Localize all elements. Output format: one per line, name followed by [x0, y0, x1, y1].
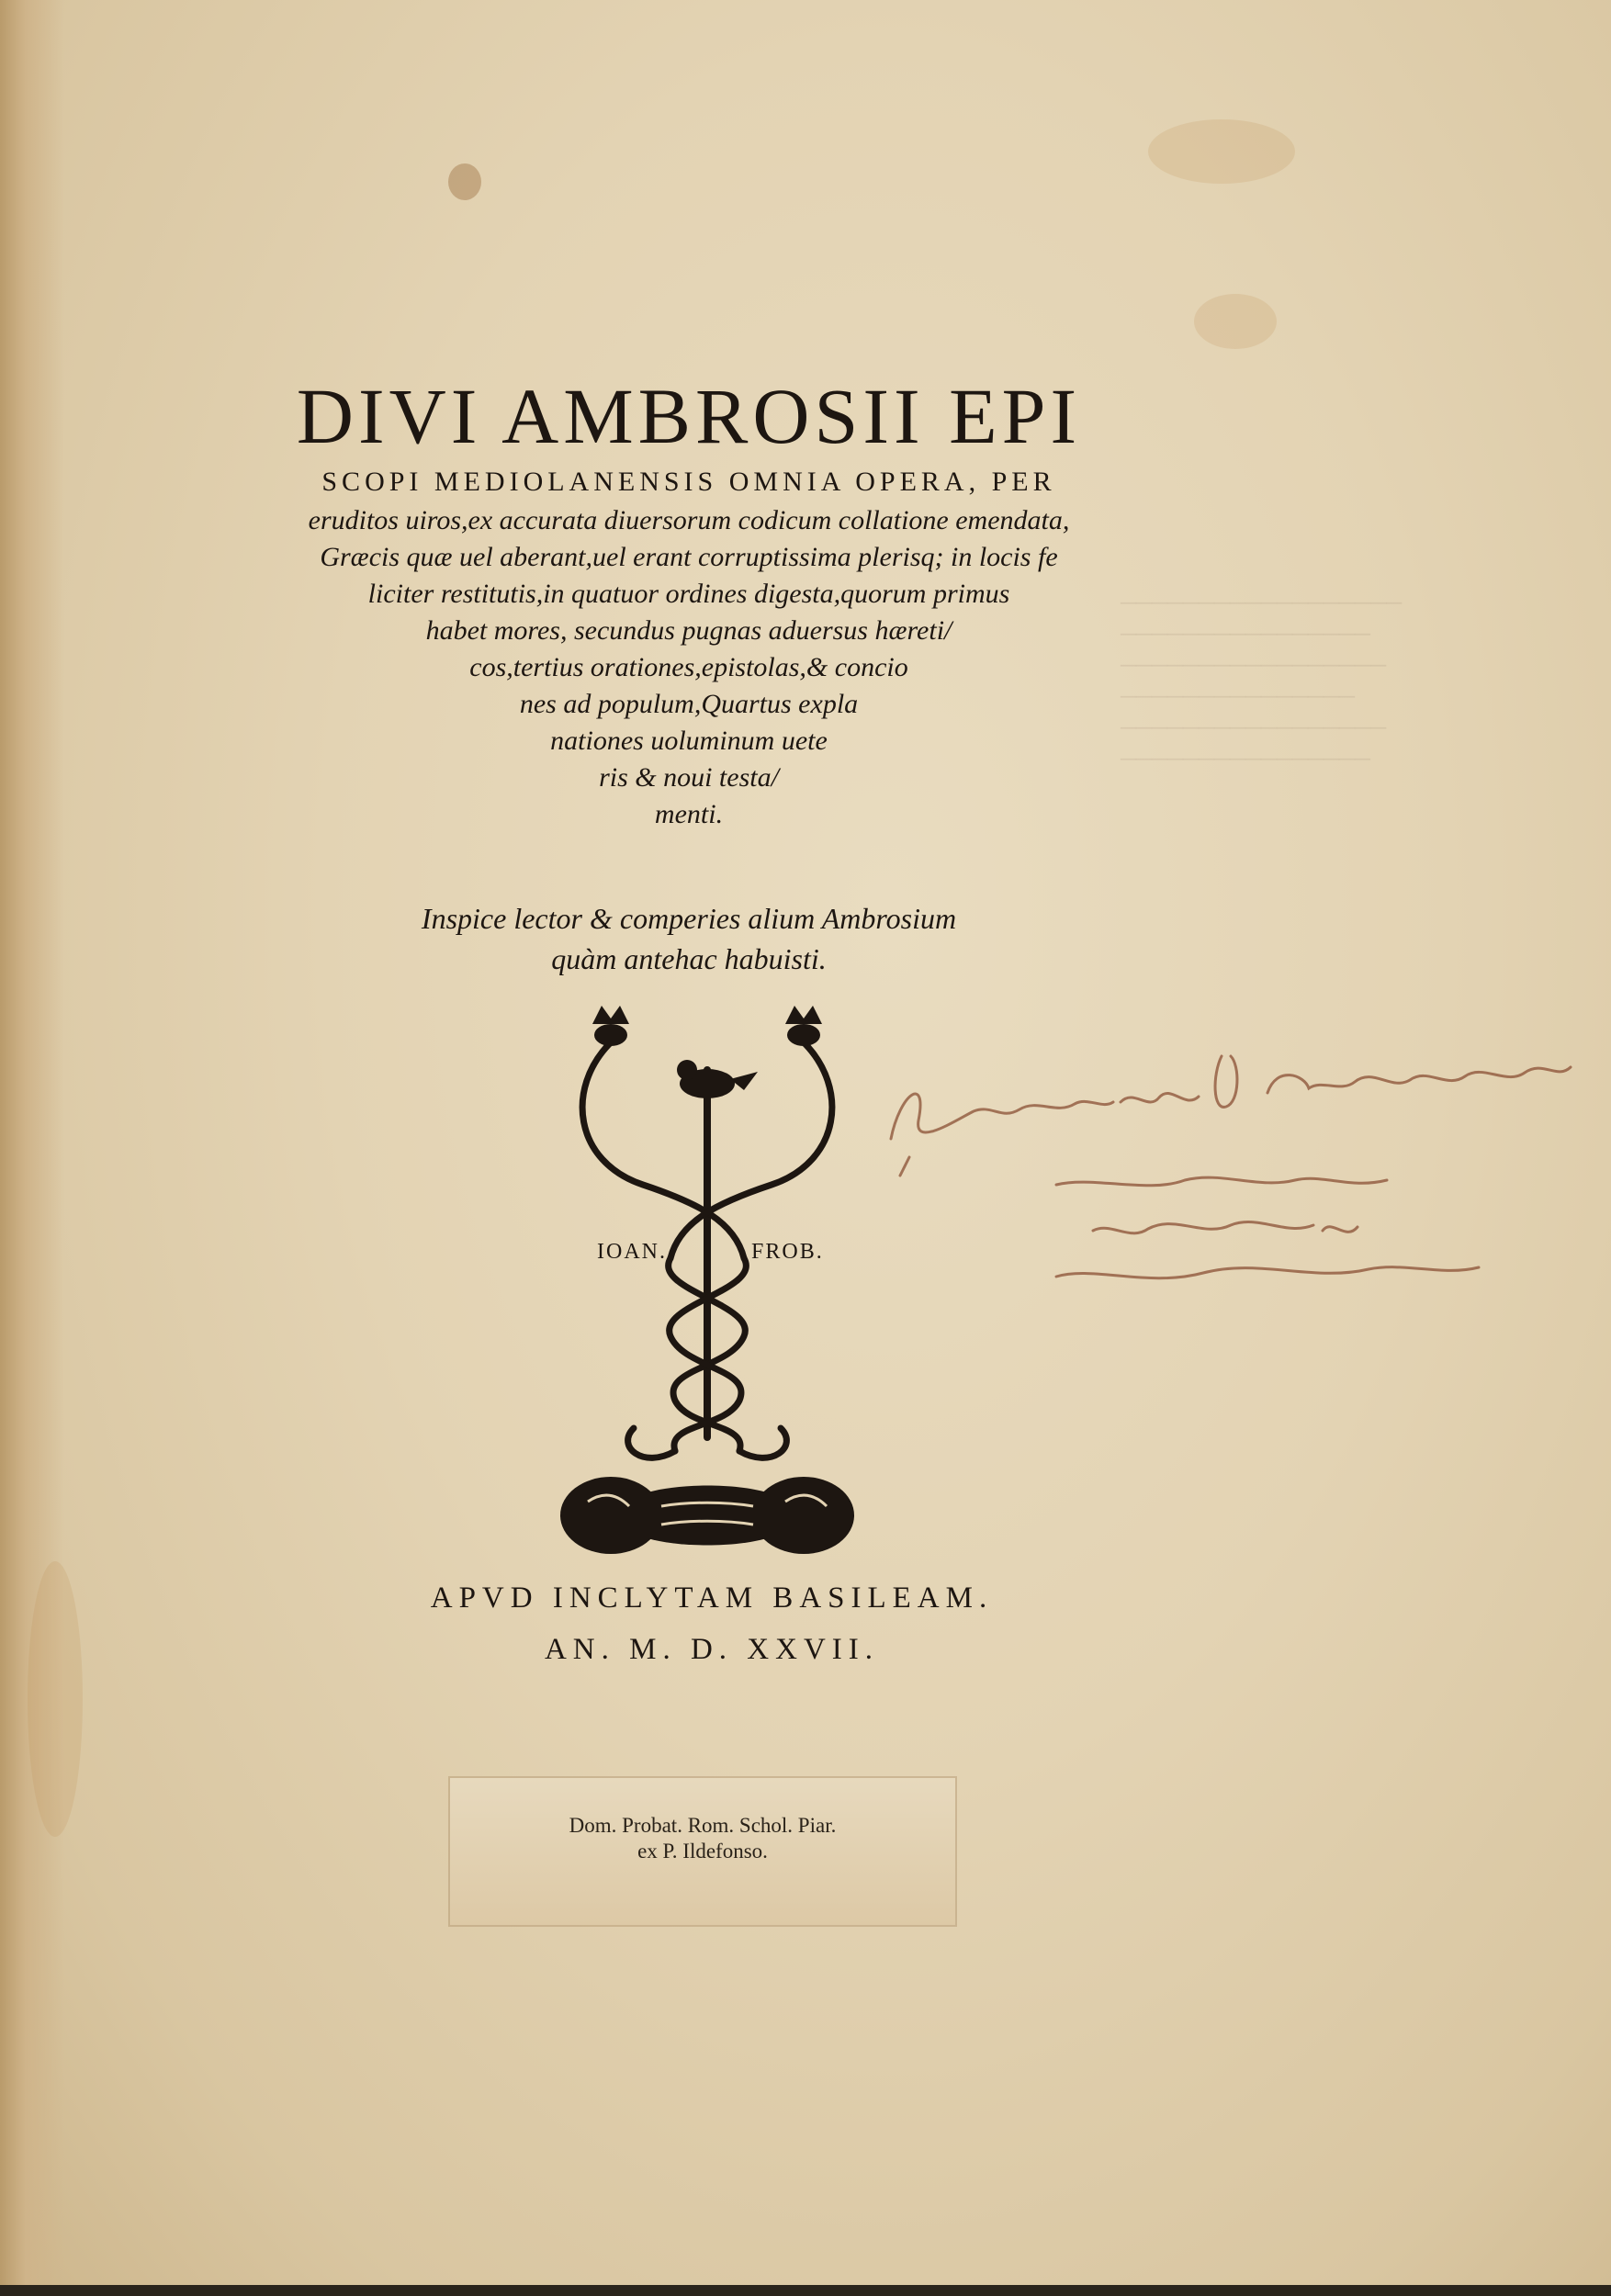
- page-edge-shadow: [0, 0, 64, 2285]
- device-label-left: IOAN.: [597, 1240, 667, 1264]
- device-label-right: FROB.: [751, 1240, 824, 1264]
- foxing-stain: [1148, 119, 1295, 184]
- title-line-2: SCOPI MEDIOLANENSIS OMNIA OPERA, PER: [321, 467, 1056, 497]
- show-through-text: ────────────────── ──────────────── ───────────────── ─────────────── ───────────────── ────────────────: [1121, 591, 1403, 771]
- title-body-line: ris & noui testa/: [599, 762, 779, 793]
- title-block: [147, 372, 1231, 833]
- motto-line-1: Inspice lector & comperies alium Ambrosium: [421, 902, 957, 935]
- title-body-line: Græcis quæ uel aberant,uel erant corruptissima plerisq; in locis fe: [320, 542, 1058, 572]
- motto-line-2: quàm antehac habuisti.: [551, 942, 827, 975]
- imprint-date: AN. M. D. XXVII.: [544, 1633, 880, 1666]
- imprint-place: APVD INCLYTAM BASILEAM.: [430, 1581, 994, 1615]
- printer-device-caduceus: [560, 1006, 854, 1557]
- foxing-stain: [28, 1561, 83, 1837]
- ink-stain: [448, 163, 481, 200]
- title-body-line: liciter restitutis,in quatuor ordines digesta,quorum primus: [367, 579, 1010, 609]
- title-body-line: nationes uoluminum uete: [550, 726, 828, 756]
- title-body-line: cos,tertius orationes,epistolas,& concio: [469, 652, 908, 682]
- title-body-line: menti.: [654, 799, 724, 829]
- handwritten-inscription: [873, 1001, 1589, 1350]
- title-line-1: DIVI AMBROSII EPI: [296, 372, 1082, 460]
- title-body-line: nes ad populum,Quartus expla: [519, 689, 859, 719]
- ownership-label: [450, 1778, 955, 1925]
- title-body-line: eruditos uiros,ex accurata diuersorum codicum collatione emendata,: [308, 505, 1070, 535]
- ownership-label-line-1: Dom. Probat. Rom. Schol. Piar.: [569, 1814, 837, 1837]
- foxing-stain: [1194, 294, 1277, 349]
- ownership-label-line-2: ex P. Ildefonso.: [637, 1840, 768, 1863]
- title-body: [147, 502, 1231, 833]
- imprint: [147, 1572, 1277, 1675]
- title-body-line: habet mores, secundus pugnas aduersus hæreti/: [425, 615, 952, 646]
- motto: [147, 898, 1231, 979]
